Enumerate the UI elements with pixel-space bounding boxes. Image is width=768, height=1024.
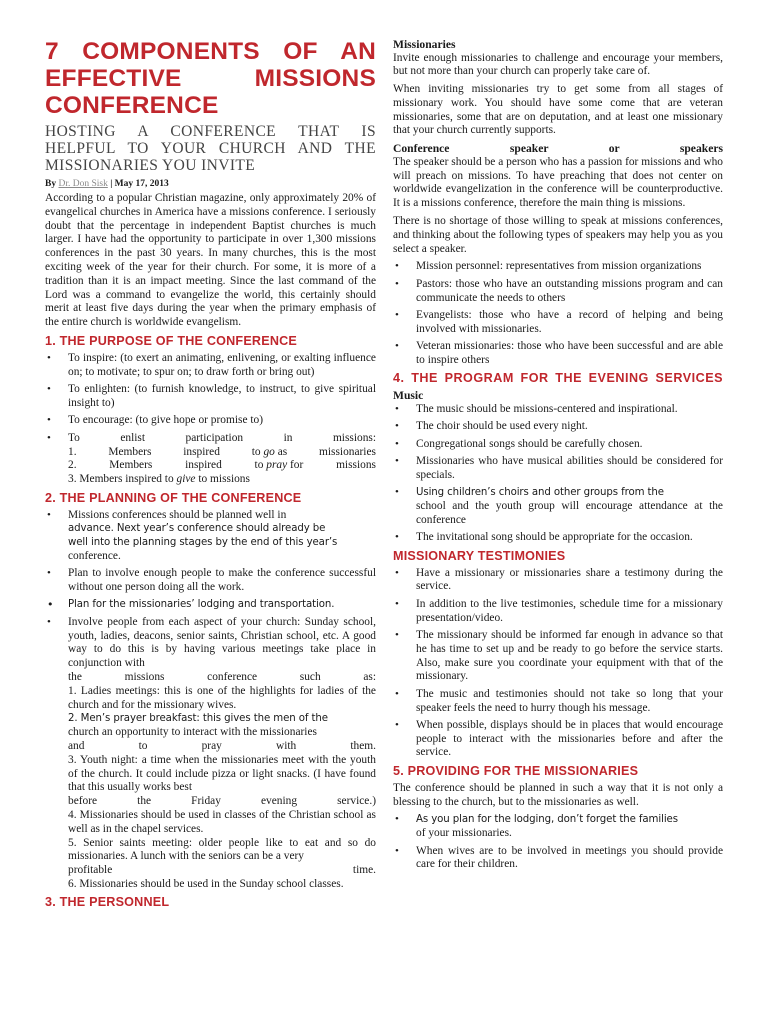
- list-item: • To inspire: (to exert an animating, enlivening, or exalting influence on; to motivate; to spur on; to draw forth or bring out): [45, 352, 376, 380]
- list-item: • Veteran missionaries: those who have been successful and are able to inspire others: [393, 340, 723, 368]
- planning-list: [45, 509, 376, 892]
- missionaries-paragraph-2: When inviting missionaries try to get some from all stages of missionary work. You should have some come that are veteran missionaries, some that are on deputation, and at least one missionary that your church currently supports.: [393, 83, 723, 137]
- section-4-heading: 4. THE PROGRAM FOR THE EVENING SERVICES: [393, 371, 723, 386]
- list-item: • When possible, displays should be in places that would encourage people to interact with the missionaries before and after the service.: [393, 719, 723, 760]
- purpose-list: [45, 352, 376, 487]
- list-item: • As you plan for the lodging, don’t forget the families of your missionaries.: [393, 813, 723, 841]
- list-item: • Missions conferences should be planned well in advance. Next year’s conference should already be well into the planning stages by the end of this year’s conference.: [45, 509, 376, 564]
- list-item: • The music and testimonies should not take so long that your speaker feels the need to hurry though his message.: [393, 688, 723, 716]
- testimonies-list: [393, 567, 723, 761]
- article-subtitle: HOSTING A CONFERENCE THAT IS HELPFUL TO YOUR CHURCH AND THE MISSIONARIES YOU INVITE: [45, 123, 376, 174]
- title-line-1: 7 COMPONENTS OF AN: [45, 38, 376, 65]
- providing-paragraph: The conference should be planned in such a way that it is not only a blessing to the church, but to the missionaries as well.: [393, 781, 723, 808]
- list-item: • Plan for the missionaries’ lodging and transportation.: [45, 598, 376, 612]
- list-item: • The music should be missions-centered and inspirational.: [393, 403, 723, 417]
- providing-list: [393, 813, 723, 872]
- publish-date: | May 17, 2013: [110, 179, 169, 189]
- list-item: • When wives are to be involved in meetings you should provide care for their children.: [393, 845, 723, 873]
- list-item-involve: • Involve people from each aspect of your church: Sunday school, youth, ladies, deacons, senior saints, Christian school, etc. A good way to do this is by having various meetings take place in conjunction with the missions conference such as: 1. Ladies meetings: this is one of the highlights for ladies of the church and for the missionary wives. 2. Men’s prayer breakfast: this gives the men of the church an opportunity to interact with the missionaries and to pray with them. 3. Youth night: a time when the missionaries meet with the youth of the church. It could include pizza or light snacks. (I have found that this usually works best before the Friday evening service.) 4. Missionaries should be used in classes of the Christian school as well as in the chapel services. 5. Senior saints meeting: older people like to eat and so do missionaries. A lunch with the seniors can be a very profitable time. 6. Missionaries should be used in the Sunday school classes.: [45, 616, 376, 892]
- speakers-paragraph-1: The speaker should be a person who has a passion for missions and who will preach on missions. To have preaching that does not center on worldwide evangelization in the conference will be counterproductive. It is a missions conference, therefore the main thing is missions.: [393, 155, 723, 210]
- list-item: • The invitational song should be appropriate for the occasion.: [393, 531, 723, 545]
- speakers-heading: Conference speaker or speakers: [393, 142, 723, 156]
- intro-paragraph: According to a popular Christian magazine, only approximately 20% of evangelical churches in America have a missions conference. I seriously doubt that the percentage in independent Baptist churches is much larger. I have had the opportunity to participate in over 1,300 missions conferences in the past 30 years. In many churches, this is the most exciting week of the year for their church. For some, it is more of a tradition than it is an impact meeting. Since the last command of the Lord was a command to evangelize the world, this certainly should merit at least five days during the year when the primary emphasis of the entire church is worldwide evangelism.: [45, 192, 376, 329]
- list-item: • Using children’s choirs and other groups from the school and the youth group will encourage attendance at the conference: [393, 486, 723, 527]
- title-line-2: EFFECTIVE MISSIONS: [45, 65, 376, 92]
- article-title: [45, 38, 376, 119]
- section-5-heading: 5. PROVIDING FOR THE MISSIONARIES: [393, 763, 639, 778]
- music-heading: Music: [393, 389, 424, 403]
- left-column: [45, 38, 376, 913]
- missionaries-paragraph-1: Invite enough missionaries to challenge and encourage your members, but not more than your church can properly take care of.: [393, 51, 723, 78]
- list-item: • Have a missionary or missionaries share a testimony during the service.: [393, 567, 723, 595]
- list-item: • The missionary should be informed far enough in advance so that he has time to set up and be ready to go before the service starts. Also, make sure you coordinate your equipment with that of the missionary.: [393, 629, 723, 684]
- music-list: [393, 403, 723, 545]
- list-item-enlist: • To enlist participation in missions: 1. Members inspired to go as missionaries 2. Members inspired to pray for missions 3. Members inspired to give to missions: [45, 432, 376, 487]
- list-item: • Mission personnel: representatives from mission organizations: [393, 260, 723, 274]
- testimonies-heading: MISSIONARY TESTIMONIES: [393, 548, 566, 563]
- list-item: • In addition to the live testimonies, schedule time for a missionary presentation/video.: [393, 598, 723, 626]
- list-item: • To enlighten: (to furnish knowledge, to instruct, to give spiritual insight to): [45, 383, 376, 411]
- list-item: • Plan to involve enough people to make the conference successful without one person doing all the work.: [45, 567, 376, 595]
- byline-prefix: By: [45, 179, 57, 189]
- list-item: • To encourage: (to give hope or promise to): [45, 414, 376, 428]
- section-1-heading: 1. THE PURPOSE OF THE CONFERENCE: [45, 333, 298, 348]
- list-item: • Pastors: those who have an outstanding missions program and can communicate the needs to others: [393, 278, 723, 306]
- list-item: • The choir should be used every night.: [393, 420, 723, 434]
- author-link[interactable]: Dr. Don Sisk: [58, 179, 108, 189]
- list-item: • Evangelists: those who have a record of helping and being involved with missionaries.: [393, 309, 723, 337]
- title-line-3: CONFERENCE: [45, 92, 219, 119]
- byline: [45, 178, 376, 190]
- list-item: • Congregational songs should be carefully chosen.: [393, 438, 723, 452]
- speakers-list: [393, 260, 723, 367]
- missionaries-heading: Missionaries: [393, 38, 456, 51]
- section-2-heading: 2. THE PLANNING OF THE CONFERENCE: [45, 490, 302, 505]
- speakers-paragraph-2: There is no shortage of those willing to speak at missions conferences, and thinking about the following types of speakers may help you as you select a speaker.: [393, 214, 723, 255]
- list-item: • Missionaries who have musical abilities should be considered for specials.: [393, 455, 723, 483]
- section-3-heading: 3. THE PERSONNEL: [45, 895, 170, 910]
- right-column: [393, 38, 723, 876]
